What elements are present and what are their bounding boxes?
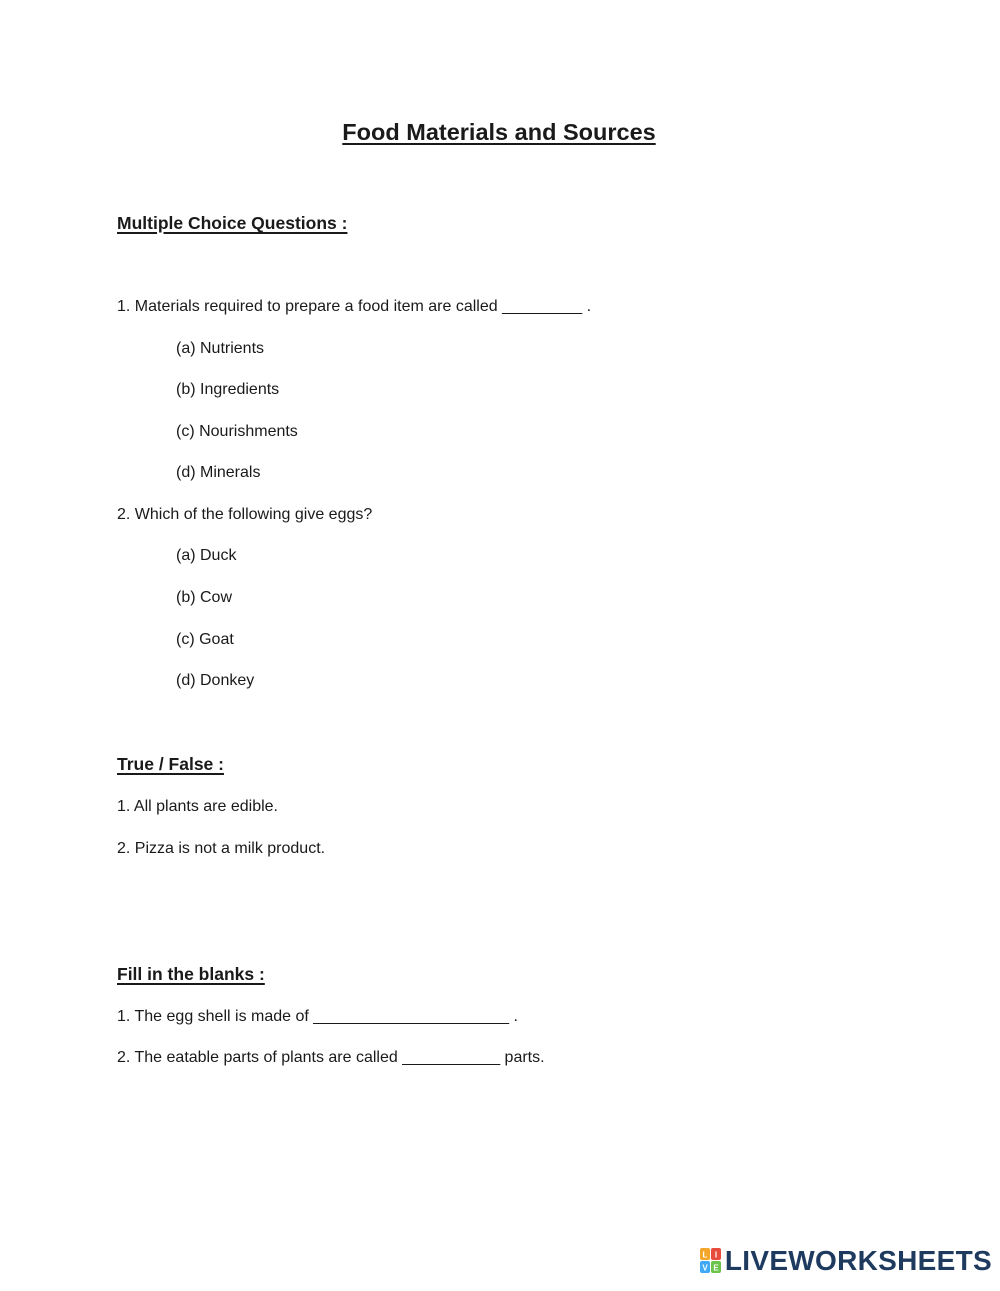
true-false-item-2: 2. Pizza is not a milk product.: [117, 840, 326, 857]
mcq-q1-option-d: (d) Minerals: [176, 464, 261, 481]
liveworksheets-logo: [700, 1245, 992, 1277]
true-false-item-1: 1. All plants are edible.: [117, 798, 278, 815]
fill-blank-item-2: 2. The eatable parts of plants are called ___________ parts.: [117, 1049, 545, 1066]
mcq-q2-option-a: (a) Duck: [176, 547, 237, 564]
true-false-heading: True / False :: [117, 754, 224, 774]
logo-letter-2: I: [714, 1250, 717, 1260]
liveworksheets-logo-text: LIVEWORKSHEETS: [724, 1245, 992, 1276]
mcq-q1-option-b: (b) Ingredients: [176, 381, 280, 398]
mcq-question-1: 1. Materials required to prepare a food item are called _________ .: [117, 298, 592, 315]
mcq-q2-option-c: (c) Goat: [176, 631, 234, 648]
logo-letter-3: V: [702, 1263, 708, 1273]
mcq-heading: Multiple Choice Questions :: [117, 213, 348, 233]
mcq-question-2: 2. Which of the following give eggs?: [117, 506, 373, 523]
page-title: Food Materials and Sources: [342, 119, 656, 145]
fill-blank-item-1: 1. The egg shell is made of ______________________ .: [117, 1008, 518, 1025]
mcq-q2-option-d: (d) Donkey: [176, 672, 255, 689]
mcq-q1-option-c: (c) Nourishments: [176, 423, 298, 440]
fill-blanks-heading: Fill in the blanks :: [117, 964, 265, 984]
logo-letter-4: E: [713, 1263, 719, 1273]
mcq-q2-option-b: (b) Cow: [176, 589, 233, 606]
liveworksheets-logo-icon: [700, 1248, 722, 1274]
mcq-q1-option-a: (a) Nutrients: [176, 340, 265, 357]
logo-letter-1: L: [702, 1250, 708, 1260]
